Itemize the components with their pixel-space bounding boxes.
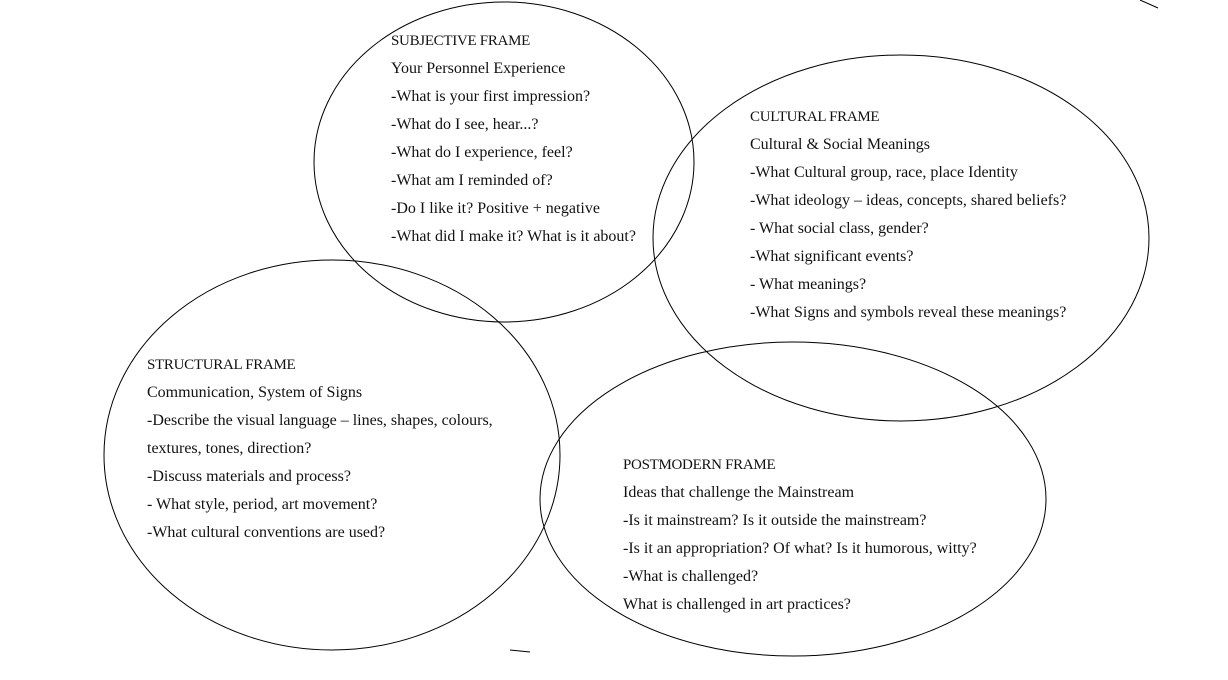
frame-item: - What style, period, art movement?: [147, 496, 378, 513]
postmodern-frame: [623, 451, 977, 619]
frame-item: -Do I like it? Positive + negative: [391, 200, 600, 217]
frame-subtitle: Your Personnel Experience: [391, 60, 566, 77]
frame-item: -What am I reminded of?: [391, 172, 553, 189]
frame-item: - What meanings?: [750, 276, 867, 293]
frame-item: -What did I make it? What is it about?: [391, 228, 636, 245]
frame-item: -What Signs and symbols reveal these meanings?: [750, 304, 1067, 321]
frame-subtitle: Ideas that challenge the Mainstream: [623, 484, 855, 501]
frame-title: POSTMODERN FRAME: [623, 457, 776, 473]
stray-mark-bottom: [510, 650, 530, 652]
frame-subtitle: Communication, System of Signs: [147, 384, 363, 401]
frame-item: textures, tones, direction?: [147, 440, 312, 457]
frame-title: STRUCTURAL FRAME: [147, 357, 296, 373]
frame-item: -Is it mainstream? Is it outside the mainstream?: [623, 512, 927, 529]
frame-item: -What significant events?: [750, 248, 914, 265]
frame-item: -What cultural conventions are used?: [147, 524, 386, 541]
frame-item: -Describe the visual language – lines, shapes, colours,: [147, 412, 493, 429]
frame-item: -What do I see, hear...?: [391, 116, 539, 133]
frame-item: -What Cultural group, race, place Identity: [750, 164, 1018, 181]
frame-item: -Discuss materials and process?: [147, 468, 351, 485]
stray-mark-top-right: [1140, 0, 1158, 8]
frame-item: -Is it an appropriation? Of what? Is it humorous, witty?: [623, 540, 977, 557]
structural-frame: [147, 351, 493, 547]
subjective-frame: [391, 27, 636, 251]
frame-item: -What is your first impression?: [391, 88, 591, 105]
cultural-frame: [750, 103, 1066, 327]
frame-item: -What is challenged?: [623, 568, 759, 585]
frame-item: -What ideology – ideas, concepts, shared beliefs?: [750, 192, 1067, 209]
frame-title: CULTURAL FRAME: [750, 109, 880, 125]
frame-item: What is challenged in art practices?: [623, 596, 851, 613]
frame-title: SUBJECTIVE FRAME: [391, 33, 530, 49]
frame-item: -What do I experience, feel?: [391, 144, 573, 161]
frame-item: - What social class, gender?: [750, 220, 929, 237]
frame-subtitle: Cultural & Social Meanings: [750, 136, 930, 153]
